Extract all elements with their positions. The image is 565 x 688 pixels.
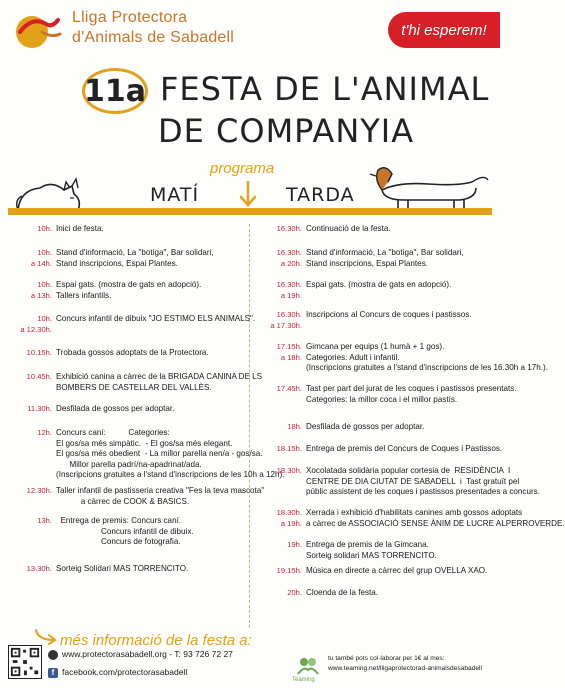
event-time: [6, 486, 52, 497]
event-description: [56, 280, 246, 301]
event-line: Sorteig Solidari MAS TORRENCITO.: [56, 564, 189, 573]
event-time-line: 17.45h.: [276, 384, 302, 393]
event-time-line: 10h.: [37, 280, 52, 289]
event-time: [256, 422, 302, 433]
event-description: [56, 564, 246, 575]
event-description: [306, 310, 496, 321]
morning-heading: MATÍ: [150, 184, 200, 206]
event-time-line: a 20h.: [280, 258, 302, 268]
event-time-line: a 19h.: [280, 518, 302, 528]
programa-label: programa: [210, 160, 275, 177]
event-line: Categories: la millor coca i el millor pastís.: [306, 394, 458, 404]
event-time-line: 12h.: [37, 428, 52, 437]
event-time: [256, 540, 302, 551]
event-line: Entrega de premis: Concurs caní.: [56, 516, 182, 525]
event-description: [306, 224, 496, 235]
event-line: Concurs de fotografia.: [56, 537, 181, 546]
event-description: [306, 466, 540, 498]
event-time: [256, 342, 302, 363]
event-time-line: 13.30h.: [26, 564, 52, 573]
event-description: [56, 372, 263, 393]
event-line: Entrega de premis de la Gimcana.: [306, 540, 429, 549]
event-time-line: 12.30h.: [26, 486, 52, 495]
event-line: Concurs infantil de dibuix.: [56, 526, 194, 536]
event-description: [306, 280, 496, 291]
event-time-line: a 14h.: [30, 258, 52, 268]
event-time: [6, 564, 52, 575]
event-line: Concurs infantil de dibuix "JO ESTIMO ELS ANIMALS".: [56, 314, 256, 323]
event-time-line: 18.30h.: [276, 466, 302, 475]
event-line: Tallers infantils.: [56, 290, 112, 300]
event-description: [56, 404, 246, 415]
event-time-line: 10h.: [37, 224, 52, 233]
event-time: [256, 588, 302, 599]
page-title-line1: FESTA DE L'ANIMAL: [160, 70, 490, 108]
event-description: [306, 342, 548, 374]
event-line: Stand d'informació, La "botiga", Bar solidari,: [56, 248, 214, 257]
event-time: [6, 372, 52, 383]
event-time: [256, 384, 302, 395]
event-time-line: 18.30h.: [276, 508, 302, 517]
event-line: BOMBERS DE CASTELLAR DEL VALLÈS.: [56, 382, 212, 392]
down-arrow-icon: [238, 180, 258, 208]
event-line: Xerrada i exhibició d'habilitats canines amb gossos adoptats: [306, 508, 523, 517]
event-description: [56, 516, 246, 548]
edition-badge: 11a: [82, 68, 148, 114]
event-time: [256, 508, 302, 529]
lliga-protectora-logo-icon: [12, 10, 64, 50]
event-time: [256, 466, 302, 477]
event-description: [56, 348, 246, 359]
event-time: [256, 280, 302, 301]
event-line: Taller infantil de pastisseria creativa "Fes la teva mascota": [56, 486, 265, 495]
event-line: Inscripcions al Concurs de coques i pastissos.: [306, 310, 472, 319]
event-line: Gimcana per equips (1 humà + 1 gos).: [306, 342, 445, 351]
event-description: [306, 422, 496, 433]
event-time: [256, 224, 302, 235]
event-line: Espai gats. (mostra de gats en adopció).: [306, 280, 452, 289]
event-description: [306, 540, 496, 561]
event-time-line: a 19h.: [280, 290, 302, 300]
event-description: [56, 248, 246, 269]
event-time: [6, 248, 52, 269]
event-time-line: a 17.30h.: [270, 320, 302, 330]
event-line: (Inscripcions gratuites a l'stand d'inscripcions de les 16.30h a 17h.).: [306, 363, 548, 372]
facebook-link[interactable]: facebook.com/protectorasabadell: [62, 667, 188, 677]
teaming-logo-icon: [296, 654, 320, 676]
event-time-line: 18.15h.: [276, 444, 302, 453]
org-name-line1: Lliga Protectora: [72, 9, 188, 26]
event-line: Categories: Adult i infantil.: [306, 352, 400, 362]
event-time-line: 10h.: [37, 248, 52, 257]
event-description: [56, 224, 246, 235]
event-line: El gos/sa més simpàtic. - El gos/sa més elegant.: [56, 438, 233, 448]
event-line: Sorteig solidari MAS TORRENCITO.: [306, 550, 437, 560]
event-line: Stand inscripcions, Espai Plantes.: [56, 258, 178, 268]
collaborate-text: tu també pots col·laborar per 1€ al mes:: [328, 655, 445, 662]
event-line: a càrrec de ASSOCIACIÓ SENSE ÀNIM DE LUCRE ALPERROVERDE.: [306, 518, 565, 528]
event-time: [6, 348, 52, 359]
event-time-line: 10.45h.: [26, 372, 52, 381]
schedule-top-bar: [8, 208, 492, 215]
event-description: [56, 486, 265, 507]
event-time-line: 19.15h.: [276, 566, 302, 575]
event-time-line: 16.30h.: [276, 224, 302, 233]
event-line: Stand d'informació, La "botiga", Bar solidari,: [306, 248, 464, 257]
curved-arrow-icon: [30, 626, 60, 646]
column-divider: [249, 224, 250, 628]
event-line: (Inscripcions gratuites a l'stand d'inscripcions de les 10h a 12h).: [56, 470, 285, 479]
event-time: [6, 428, 52, 439]
event-time-line: 20h.: [287, 588, 302, 597]
event-time-line: 16.30h.: [276, 310, 302, 319]
event-time: [256, 248, 302, 269]
event-line: Concurs caní: Categories:: [56, 428, 170, 437]
event-line: El gos/sa més obedient - La millor parella nen/a - gos/sa.: [56, 449, 263, 458]
page-title-line2: DE COMPANYIA: [158, 112, 415, 150]
event-time: [6, 516, 52, 527]
more-info-label: més informació de la festa a:: [60, 632, 252, 649]
event-time-line: 16.30h.: [276, 280, 302, 289]
event-time-line: a 13h.: [30, 290, 52, 300]
event-line: Continuació de la festa.: [306, 224, 391, 233]
event-time-line: 18h.: [287, 422, 302, 431]
event-description: [56, 314, 256, 325]
event-description: [306, 588, 496, 599]
event-description: [306, 248, 496, 269]
facebook-icon: f: [48, 668, 58, 678]
event-time: [6, 224, 52, 235]
event-line: Exhibició canina a càrrec de la BRIGADA CANINA DE LS: [56, 372, 263, 381]
qr-code-icon[interactable]: [8, 645, 42, 679]
welcome-banner: t'hi esperem!: [388, 12, 500, 48]
event-line: públic assistent de les coques i pastissos presentades a concurs.: [306, 487, 540, 496]
event-time-line: 16.30h.: [276, 248, 302, 257]
event-description: [306, 508, 565, 529]
event-line: Cloenda de la festa.: [306, 588, 378, 597]
event-time: [6, 280, 52, 301]
event-line: CENTRE DE DIA CIUTAT DE SABADELL i Tast gratuït pel: [306, 476, 520, 486]
event-time-line: a 12.30h.: [20, 324, 52, 334]
event-time-line: 10h.: [37, 314, 52, 323]
event-time: [6, 404, 52, 415]
event-line: Tast per part del jurat de les coques i pastissos presentats.: [306, 384, 517, 393]
event-time-line: 13h.: [37, 516, 52, 525]
event-line: Entrega de premis del Concurs de Coques i Pastissos.: [306, 444, 503, 453]
event-time: [256, 310, 302, 331]
event-line: Inici de festa.: [56, 224, 104, 233]
website-link[interactable]: www.protectorasabadell.org - T: 93 726 72 27: [62, 649, 233, 659]
event-description: [306, 444, 503, 455]
globe-icon: [48, 650, 58, 660]
afternoon-heading: TARDA: [286, 184, 355, 206]
event-line: Trobada gossos adoptats de la Protectora.: [56, 348, 209, 357]
event-line: Desfilada de gossos per adoptar.: [306, 422, 425, 431]
event-time-line: a 18h.: [280, 352, 302, 362]
org-name-line2: d'Animals de Sabadell: [72, 29, 235, 46]
event-line: Stand inscripcions, Espai Plantes.: [306, 258, 428, 268]
event-description: [306, 566, 496, 577]
event-time: [256, 566, 302, 577]
event-line: Xocolatada solidària popular cortesia de RESIDÈNCIA I: [306, 466, 511, 475]
event-line: Espai gats. (mostra de gats en adopció).: [56, 280, 202, 289]
event-description: [56, 428, 285, 481]
event-time-line: 11.30h.: [27, 404, 52, 413]
event-line: a càrrec de COOK & BASICS.: [56, 496, 190, 506]
teaming-link[interactable]: www.teaming.net/lligaprotectorad-animalsdesabadell: [328, 665, 482, 672]
event-line: Desfilada de gossos per adoptar.: [56, 404, 175, 413]
event-line: Música en directe a càrrec del grup OVELLA XAO.: [306, 566, 488, 575]
event-description: [306, 384, 517, 405]
event-time: [256, 444, 302, 455]
teaming-label: Teaming: [292, 677, 315, 683]
event-line: Millor parella padrí/na-apadrinat/ada.: [56, 459, 202, 469]
event-time-line: 17.15h.: [276, 342, 302, 351]
event-time: [6, 314, 52, 335]
event-time-line: 10.15h.: [26, 348, 52, 357]
event-time-line: 19h.: [287, 540, 302, 549]
